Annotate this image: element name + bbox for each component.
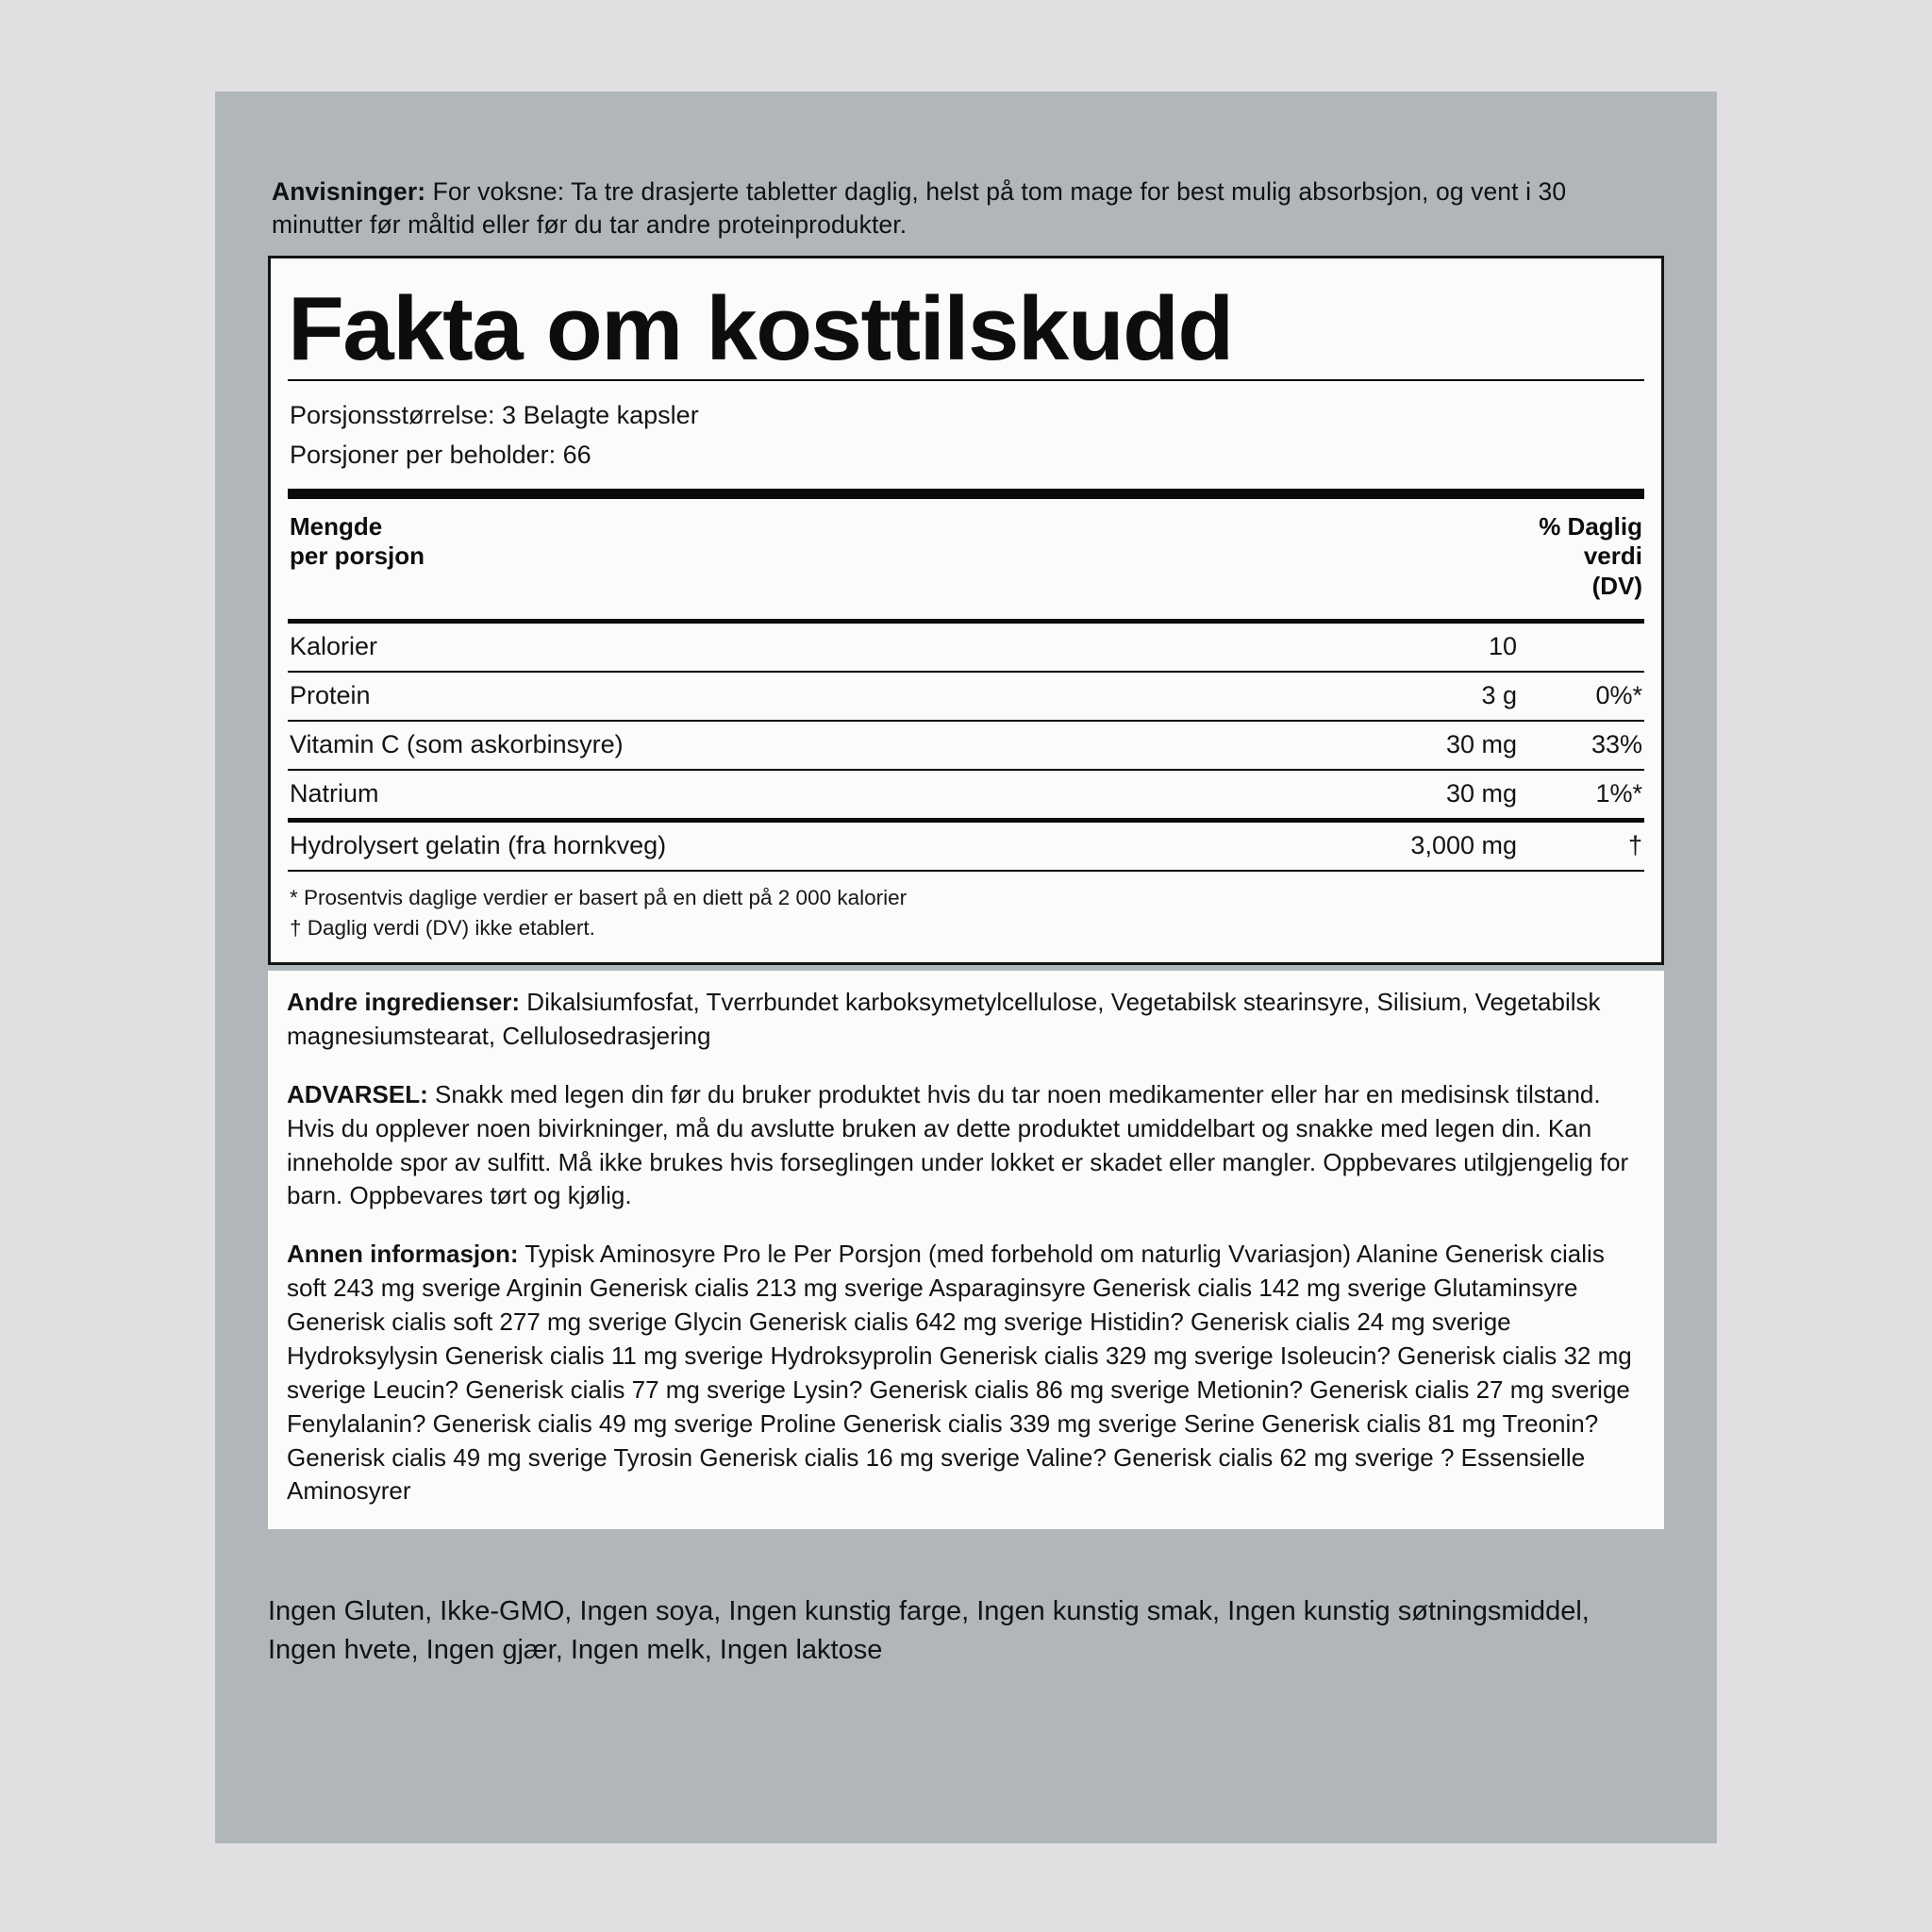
other-ingredients-text: Dikalsiumfosfat, Tverrbundet karboksymetylcellulose, Vegetabilsk stearinsyre, Silisium, Vegetabilsk magnesiumstearat, Cellulosedrasjering xyxy=(287,988,1601,1050)
table-row xyxy=(288,823,1644,870)
free-from-claims: Ingen Gluten, Ikke-GMO, Ingen soya, Ingen kunstig farge, Ingen kunstig smak, Ingen kunstig søtningsmiddel, Ingen hvete, Ingen gjær, Ingen melk, Ingen laktose xyxy=(268,1596,1590,1666)
table-row xyxy=(288,624,1644,671)
footnote-star: * Prosentvis daglige verdier er basert på en diett på 2 000 kalorier xyxy=(290,885,908,909)
table-row xyxy=(288,771,1644,818)
dv-header-line1: % Daglig xyxy=(1539,511,1642,541)
amount-header-line1: Mengde xyxy=(290,511,383,541)
nutrient-amount: 10 xyxy=(1488,631,1517,660)
other-ingredients-paragraph xyxy=(287,986,1645,1054)
nutrient-dv: 0%* xyxy=(1595,680,1642,709)
supplement-facts-box xyxy=(268,256,1664,965)
dv-header-line3: (DV) xyxy=(1591,572,1642,601)
directions-text: For voksne: Ta tre drasjerte tabletter daglig, helst på tom mage for best mulig absorbsjon, og vent i 30 minutter før måltid eller før du tar andre proteinprodukter. xyxy=(272,176,1567,239)
warning-text: Snakk med legen din før du bruker produktet hvis du tar noen medikamenter eller har en medisinsk tilstand. Hvis du opplever noen bivirkninger, må du avslutte bruken av dette produktet umiddelbart og snakke med legen din. Kan inneholde spor av sulfitt. Må ikke brukes hvis forseglingen under lokket er skadet eller mangler. Oppbevares utilgjengelig for barn. Oppbevares tørt og kjølig. xyxy=(287,1079,1629,1210)
serving-size: Porsjonsstørrelse: 3 Belagte kapsler xyxy=(290,400,699,429)
other-information-label: Annen informasjon: xyxy=(287,1240,519,1269)
dv-header-line2: verdi xyxy=(1583,541,1642,571)
nutrient-amount: 3 g xyxy=(1481,680,1517,709)
other-ingredients-label: Andre ingredienser: xyxy=(287,988,521,1016)
amount-header-line2: per porsjon xyxy=(290,541,425,571)
warning-paragraph xyxy=(287,1078,1645,1214)
directions-label: Anvisninger: xyxy=(272,176,426,206)
footnote-dagger: † Daglig verdi (DV) ikke etablert. xyxy=(290,915,595,940)
nutrient-name: Kalorier xyxy=(290,631,378,660)
nutrient-dv: † xyxy=(1627,830,1642,859)
nutrient-amount: 30 mg xyxy=(1445,778,1517,808)
nutrient-name: Protein xyxy=(290,680,371,709)
divider-thick-top xyxy=(288,489,1644,499)
nutrient-amount: 3,000 mg xyxy=(1410,830,1517,859)
nutrient-name: Natrium xyxy=(290,778,379,808)
nutrient-dv: 33% xyxy=(1591,729,1642,758)
daily-value-header xyxy=(1539,512,1642,602)
directions-paragraph xyxy=(272,175,1657,242)
nutrient-name: Hydrolysert gelatin (fra hornkveg) xyxy=(290,830,667,859)
footnotes xyxy=(288,872,1644,949)
nutrient-name: Vitamin C (som askorbinsyre) xyxy=(290,729,624,758)
servings-per-container: Porsjoner per beholder: 66 xyxy=(290,440,591,469)
other-information-text: Typisk Aminosyre Pro le Per Porsjon (med forbehold om naturlig Vvariasjon) Alanine Generisk cialis soft 243 mg sverige Arginin Generisk cialis 213 mg sverige Asparaginsyre Generisk cialis 142 mg sverige Glutaminsyre Generisk cialis soft 277 mg sverige Glycin Generisk cialis 642 mg sverige Histidin? Generisk cialis 24 mg sverige Hydroksylysin Generisk cialis 11 mg sverige Hydroksyprolin Generisk cialis 329 mg sverige Isoleucin? Generisk cialis 32 mg sverige Leucin? Generisk cialis 77 mg sverige Lysin? Generisk cialis 86 mg sverige Metionin? Generisk cialis 27 mg sverige Fenylalanin? Generisk cialis 49 mg sverige Proline Generisk cialis 339 mg sverige Serine Generisk cialis 81 mg Treonin? Generisk cialis 49 mg sverige Tyrosin Generisk cialis 16 mg sverige Valine? Generisk cialis 62 mg sverige ? Essensielle Aminosyrer xyxy=(287,1240,1632,1506)
nutrient-dv: 1%* xyxy=(1595,778,1642,808)
table-row xyxy=(288,722,1644,769)
nutrient-amount: 30 mg xyxy=(1445,729,1517,758)
amount-per-serving-header xyxy=(290,512,425,572)
supplement-facts-title: Fakta om kosttilskudd xyxy=(288,278,1233,379)
other-information-paragraph xyxy=(287,1238,1645,1508)
serving-info xyxy=(288,381,1644,489)
table-row xyxy=(288,673,1644,720)
warning-label: ADVARSEL: xyxy=(287,1079,428,1108)
lower-text-block xyxy=(268,971,1664,1529)
table-header xyxy=(288,499,1644,619)
label-panel xyxy=(215,92,1717,1843)
